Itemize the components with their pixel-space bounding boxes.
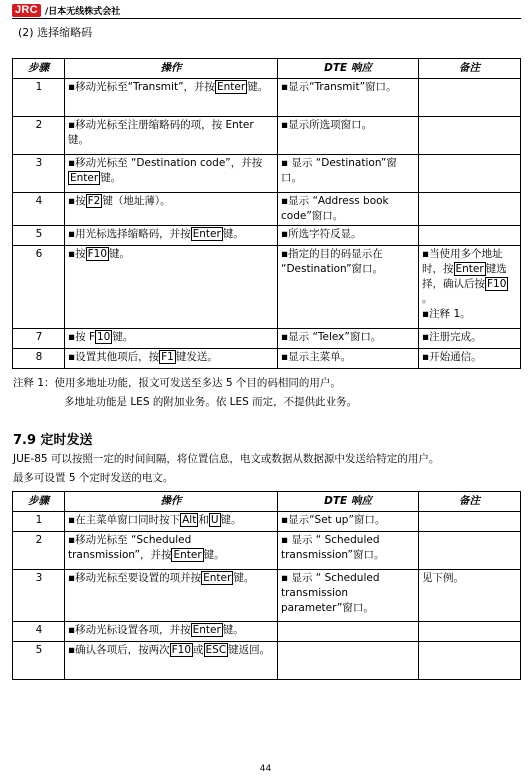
operation-cell: [65, 193, 278, 226]
note1-line1: 注释 1：使用多地址功能，报文可发送至多达 5 个目的码相同的用户。: [13, 377, 341, 389]
table-row: [13, 349, 521, 369]
operation-cell: [65, 349, 278, 369]
header-operation: 操作: [65, 492, 278, 512]
dte-response-cell: [278, 246, 419, 329]
operation-cell: [65, 512, 278, 532]
remark-cell: [419, 532, 521, 570]
step-number: 2: [13, 532, 65, 570]
header-step: 步骤: [13, 492, 65, 512]
table2-body: [13, 512, 521, 680]
key-label: Enter: [192, 624, 221, 636]
cell-text: 键。: [222, 228, 244, 240]
cell-text: ▪注册完成。: [422, 331, 482, 343]
header-remark: 备注: [419, 492, 521, 512]
operation-cell: [65, 117, 278, 155]
cell-text: ▪按: [68, 195, 86, 207]
operation-cell: [65, 246, 278, 329]
step-number: 5: [13, 642, 65, 680]
cell-text: 键发送。: [175, 351, 218, 363]
remark-cell: [419, 193, 521, 226]
table-row: [13, 570, 521, 622]
cell-text: ▪移动光标至 “Destination code”，并按: [68, 157, 263, 169]
cell-text: ▪移动光标设置各项，并按: [68, 624, 191, 636]
dte-response-cell: [278, 79, 419, 117]
header-step: 步骤: [13, 59, 65, 79]
section-paragraph-1: JUE-85 可以按照一定的时间间隔，将位置信息，电文或数据从数据源中发送给特定的用户。: [13, 453, 440, 465]
table-row: [13, 622, 521, 642]
key-label: 10: [97, 331, 111, 343]
header-dte-response: DTE 响应: [278, 492, 419, 512]
dte-response-cell: [278, 117, 419, 155]
cell-text: ▪ 显示 “ Scheduled transmission parameter”窗口。: [281, 572, 380, 614]
step-number: 2: [13, 117, 65, 155]
cell-text: ▪移动光标至要设置的项并按: [68, 572, 202, 584]
step-number: 4: [13, 193, 65, 226]
operation-cell: [65, 532, 278, 570]
cell-text: ▪显示所选项窗口。: [281, 119, 373, 131]
key-label: Enter: [455, 263, 484, 275]
cell-text: ▪用光标选择缩略码，并按: [68, 228, 191, 240]
cell-text: 键。: [112, 331, 134, 343]
dte-response-cell: [278, 642, 419, 680]
cell-text: ▪设置其他项后，按: [68, 351, 160, 363]
cell-text: ▪按 F: [68, 331, 95, 343]
step-number: 7: [13, 329, 65, 349]
operation-cell: [65, 329, 278, 349]
table-row: [13, 512, 521, 532]
remark-cell: [419, 246, 521, 329]
operation-cell: [65, 226, 278, 246]
cell-text: 或: [193, 644, 204, 656]
table-row: [13, 117, 521, 155]
cell-text: 键。: [203, 549, 225, 561]
cell-text: 键。: [222, 624, 244, 636]
select-abbreviation-table: [12, 58, 521, 369]
cell-text: ▪所选字符反显。: [281, 228, 362, 240]
operation-cell: [65, 79, 278, 117]
key-label: Enter: [70, 172, 99, 184]
cell-text: 键。: [220, 514, 242, 526]
header-rule: [12, 18, 521, 19]
section-title: 7.9 定时发送: [13, 433, 93, 448]
dte-response-cell: [278, 622, 419, 642]
step-number: 4: [13, 622, 65, 642]
step-number: 3: [13, 155, 65, 193]
operation-cell: [65, 642, 278, 680]
cell-text: 键。: [247, 81, 269, 93]
remark-cell: [419, 349, 521, 369]
section-paragraph-2: 最多可设置 5 个定时发送的电文。: [13, 472, 174, 484]
operation-cell: [65, 622, 278, 642]
table-row: [13, 246, 521, 329]
remark-cell: [419, 622, 521, 642]
table1-body: [13, 79, 521, 369]
dte-response-cell: [278, 193, 419, 226]
cell-text: 键。: [109, 248, 131, 260]
cell-text: 键（地址薄）。: [102, 195, 171, 207]
table-row: [13, 329, 521, 349]
remark-cell: [419, 329, 521, 349]
key-label: F2: [87, 195, 101, 207]
step-number: 1: [13, 79, 65, 117]
table-row: [13, 642, 521, 680]
cell-text: ▪ 显示 “ Scheduled transmission”窗口。: [281, 534, 385, 561]
header-remark: 备注: [419, 59, 521, 79]
table-row: [13, 155, 521, 193]
dte-response-cell: [278, 512, 419, 532]
remark-cell: [419, 512, 521, 532]
cell-text: 键。: [233, 572, 255, 584]
jrc-logo: JRC: [12, 4, 41, 17]
cell-text: ▪在主菜单窗口同时按下: [68, 514, 181, 526]
cell-text: ▪显示 “Telex”窗口。: [281, 331, 382, 343]
dte-response-cell: [278, 570, 419, 622]
key-label: Enter: [192, 228, 221, 240]
page-number: 44: [259, 764, 272, 774]
cell-text: ▪移动光标至“Transmit”，并按: [68, 81, 216, 93]
key-label: F10: [487, 278, 507, 290]
key-label: F1: [161, 351, 174, 363]
remark-cell: [419, 570, 521, 622]
key-label: ESC: [205, 644, 227, 656]
cell-text: 键返回。: [228, 644, 271, 656]
cell-text: ▪移动光标至 “Scheduled transmission”，并按: [68, 534, 192, 561]
remark-cell: [419, 79, 521, 117]
table-row: [13, 193, 521, 226]
cell-text: ▪注释 1。: [422, 308, 471, 320]
cell-text: ▪开始通信。: [422, 351, 482, 363]
remark-cell: [419, 117, 521, 155]
key-label: F10: [171, 644, 192, 656]
cell-text: ▪显示主菜单。: [281, 351, 352, 363]
table-row: [13, 79, 521, 117]
remark-cell: [419, 155, 521, 193]
cell-text: 。: [422, 293, 433, 305]
operation-cell: [65, 570, 278, 622]
cell-text: ▪ 显示 “Destination”窗口。: [281, 157, 397, 184]
remark-cell: [419, 226, 521, 246]
dte-response-cell: [278, 329, 419, 349]
company-name: /日本无线株式会社: [44, 6, 121, 17]
note1-line2: 多地址功能是 LES 的附加业务。依 LES 而定，不提供此业务。: [64, 396, 358, 408]
key-label: U: [210, 514, 219, 526]
key-label: Enter: [217, 81, 246, 93]
cell-text: 键选择，确认后按: [422, 263, 507, 290]
cell-text: ▪指定的目的码显示在 “Destination”窗口。: [281, 248, 384, 275]
cell-text: ▪确认各项后，按两次: [68, 644, 170, 656]
step-number: 8: [13, 349, 65, 369]
cell-text: ▪当使用多个地址时，按: [422, 248, 503, 275]
cell-text: ▪显示“Set up”窗口。: [281, 514, 386, 526]
table-row: [13, 226, 521, 246]
step-number: 3: [13, 570, 65, 622]
scheduled-transmission-table: [12, 491, 521, 680]
step-number: 1: [13, 512, 65, 532]
header-operation: 操作: [65, 59, 278, 79]
key-label: F10: [87, 248, 108, 260]
cell-text: 和: [198, 514, 209, 526]
cell-text: ▪显示“Transmit”窗口。: [281, 81, 397, 93]
dte-response-cell: [278, 226, 419, 246]
cell-text: ▪显示 “Address book code”窗口。: [281, 195, 389, 222]
key-label: Enter: [173, 549, 202, 561]
cell-text: 见下例。: [422, 572, 464, 584]
header-dte-response: DTE 响应: [278, 59, 419, 79]
subheading: (2) 选择缩略码: [18, 26, 93, 39]
dte-response-cell: [278, 155, 419, 193]
dte-response-cell: [278, 349, 419, 369]
page-header: [12, 3, 120, 17]
key-label: Enter: [203, 572, 232, 584]
operation-cell: [65, 155, 278, 193]
step-number: 6: [13, 246, 65, 329]
step-number: 5: [13, 226, 65, 246]
table-row: [13, 532, 521, 570]
cell-text: 键。: [100, 172, 122, 184]
dte-response-cell: [278, 532, 419, 570]
key-label: Alt: [182, 514, 197, 526]
cell-text: ▪按: [68, 248, 86, 260]
remark-cell: [419, 642, 521, 680]
cell-text: ▪移动光标至注册缩略码的项，按 Enter 键。: [68, 119, 254, 146]
